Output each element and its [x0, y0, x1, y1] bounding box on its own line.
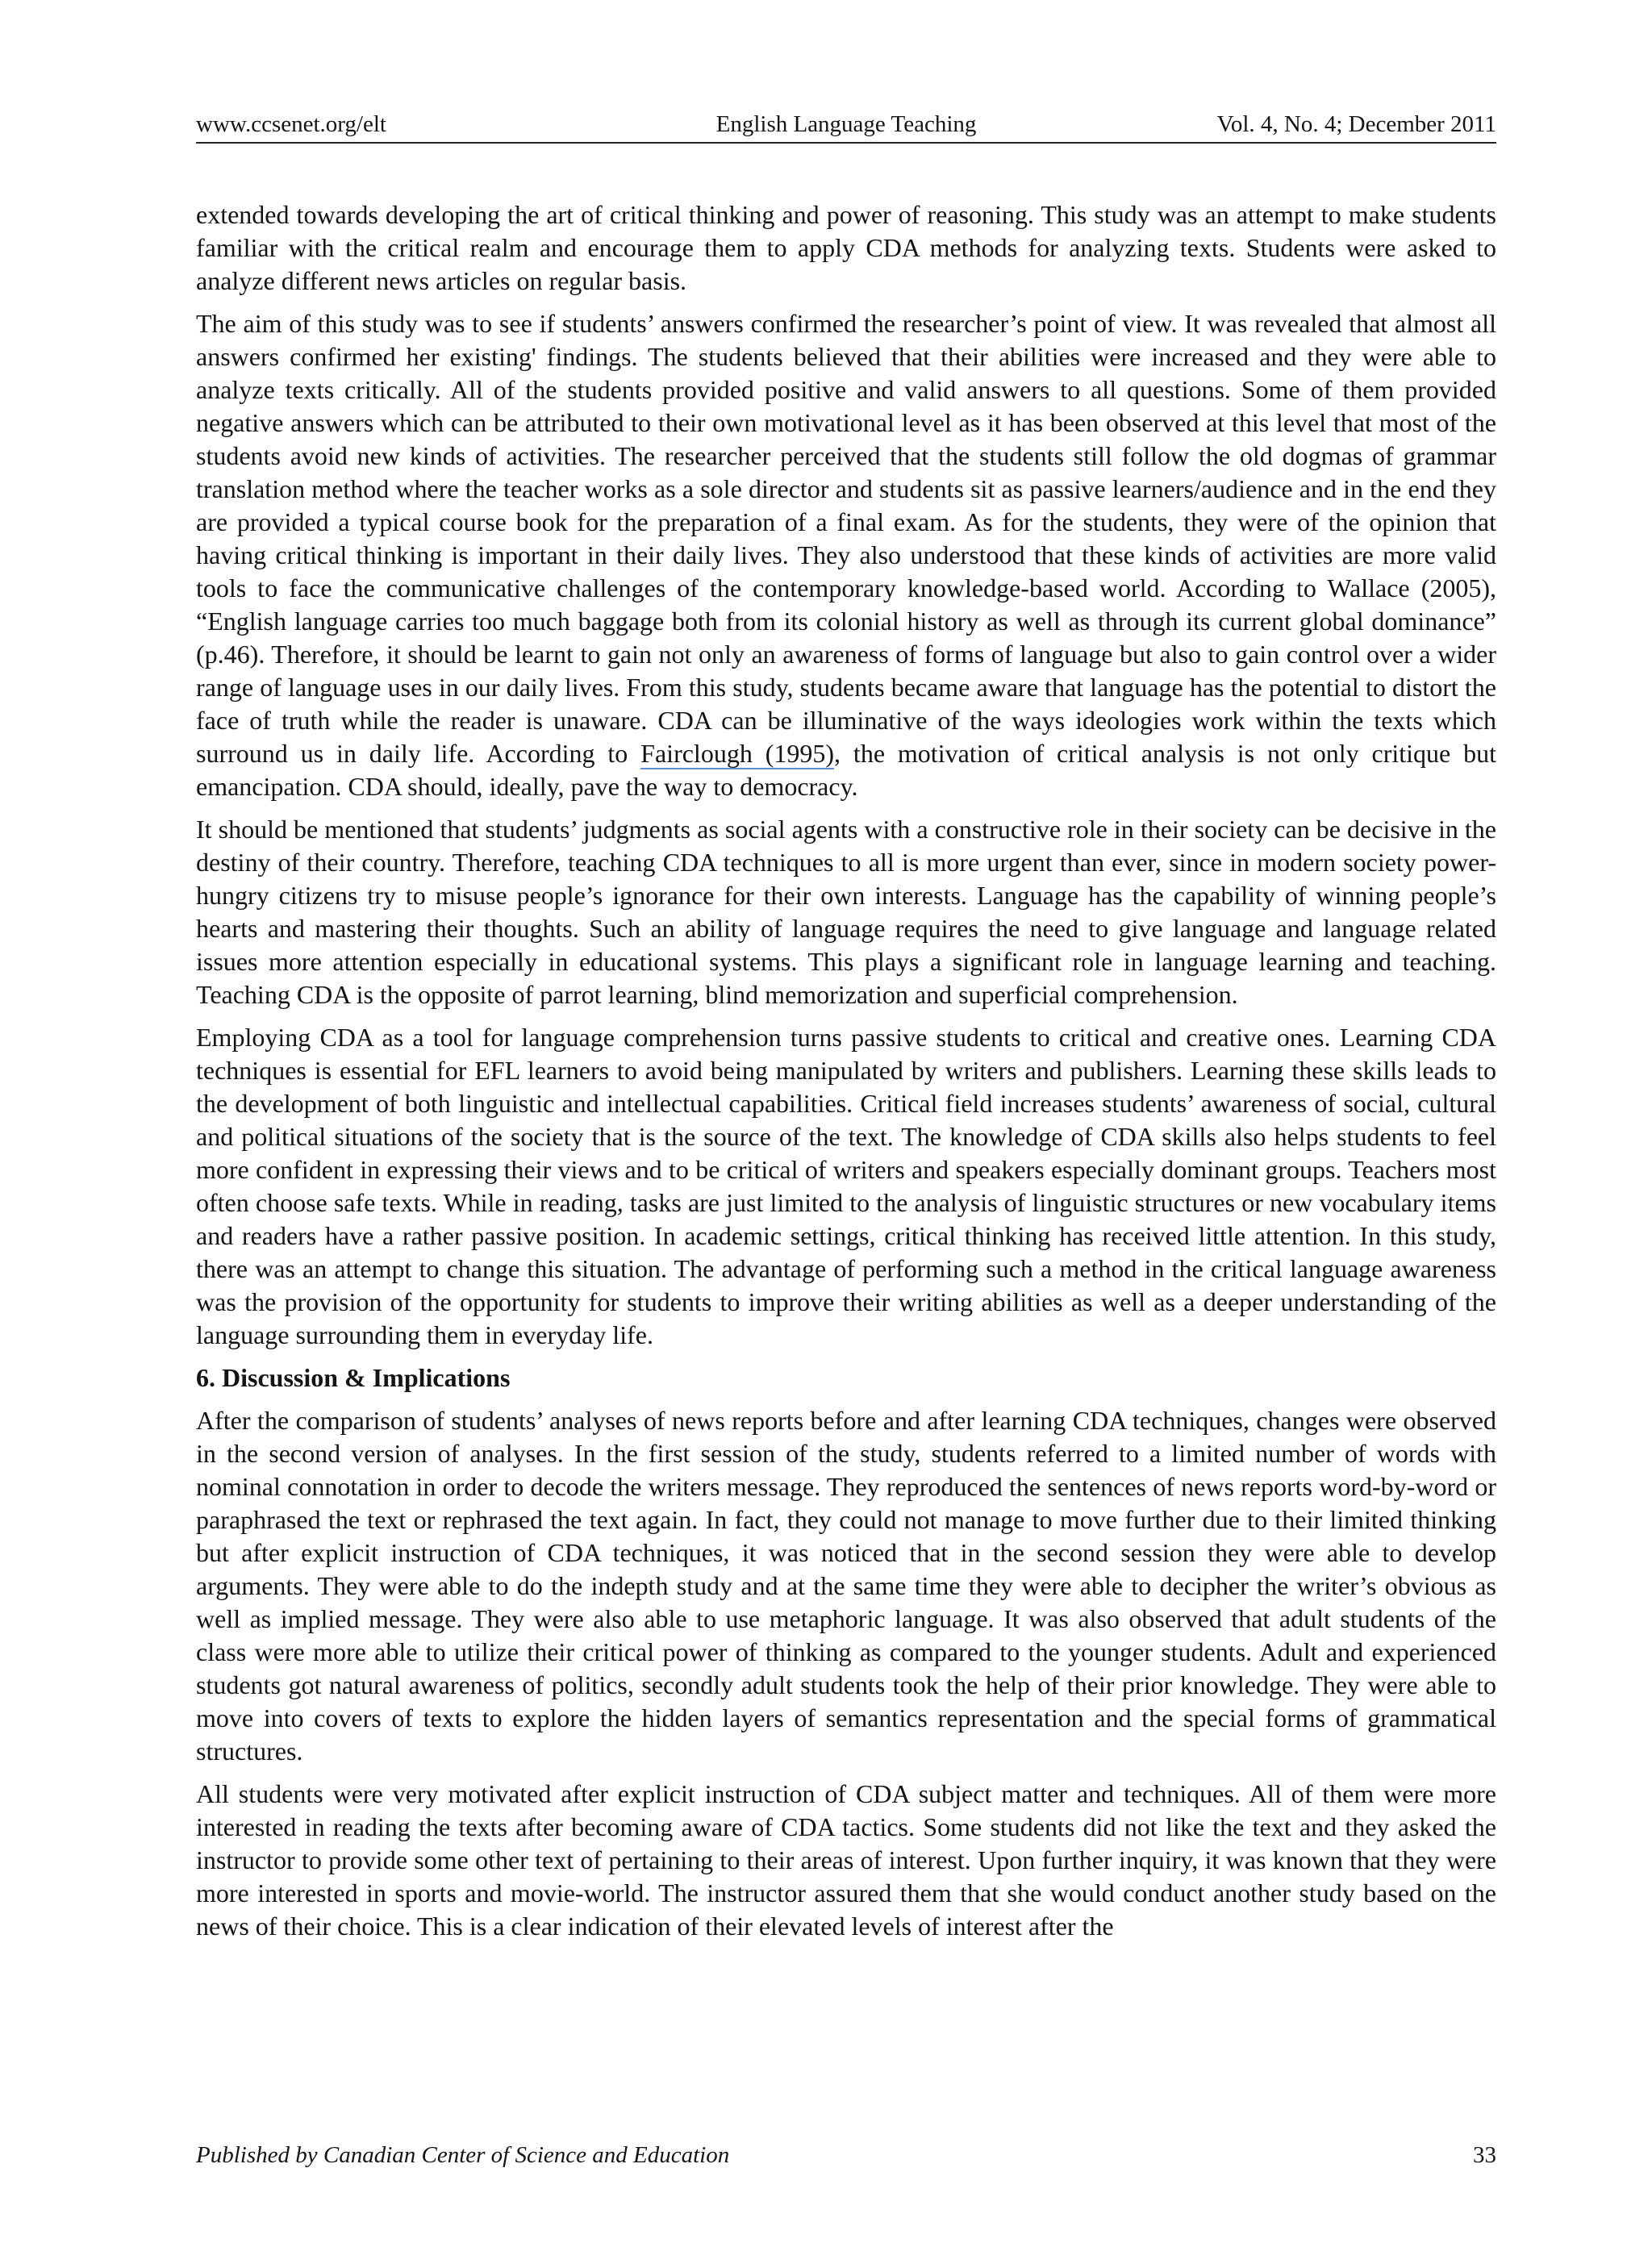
- volume-issue: Vol. 4, No. 4; December 2011: [1216, 111, 1496, 137]
- paragraph-3: It should be mentioned that students’ judgments as social agents with a constructive role in their society can be decisive in the destiny of their country. Therefore, teaching CDA techniques to all is more urgent than ever, since in modern society power-hungry citizens try to misuse people’s ignorance for their own interests. Language has the capability of winning people’s hearts and mastering their thoughts. Such an ability of language requires the need to give language and language related issues more attention especially in educational systems. This plays a significant role in language learning and teaching. Teaching CDA is the opposite of parrot learning, blind memorization and superficial comprehension.: [196, 815, 1496, 1009]
- running-footer: [196, 2137, 1496, 2173]
- journal-title: English Language Teaching: [715, 111, 977, 137]
- paragraph-2-text-b: , the motivation of critical analysis is not only critique but emancipation. CDA should, ideally, pave the way to democracy.: [196, 739, 1497, 801]
- article-body: [196, 198, 1496, 1953]
- paragraph-4: Employing CDA as a tool for language comprehension turns passive students to critical and creative ones. Learning CDA techniques is essential for EFL learners to avoid being manipulated by writers and publishers. Learning these skills leads to the development of both linguistic and intellectual capabilities. Critical field increases students’ awareness of social, cultural and political situations of the society that is the source of the text. The knowledge of CDA skills also helps students to feel more confident in expressing their views and to be critical of writers and speakers especially dominant groups. Teachers most often choose safe texts. While in reading, tasks are just limited to the analysis of linguistic structures or new vocabulary items and readers have a rather passive position. In academic settings, critical thinking has received little attention. In this study, there was an attempt to change this situation. The advantage of performing such a method in the critical language awareness was the provision of the opportunity for students to improve their writing abilities as well as a deeper understanding of the language surrounding them in everyday life.: [196, 1023, 1496, 1349]
- publisher-line: Published by Canadian Center of Science and Education: [196, 2142, 730, 2168]
- paragraph-5: After the comparison of students’ analyses of news reports before and after learning CDA techniques, changes were observed in the second version of analyses. In the first session of the study, students referred to a limited number of words with nominal connotation in order to decode the writers message. They reproduced the sentences of news reports word-by-word or paraphrased the text or rephrased the text again. In fact, they could not manage to move further due to their limited thinking but after explicit instruction of CDA techniques, it was noticed that in the second session they were able to develop arguments. They were able to do the indepth study and at the same time they were able to decipher the writer’s obvious as well as implied message. They were also able to use metaphoric language. It was also observed that adult students of the class were more able to utilize their critical power of thinking as compared to the younger students. Adult and experienced students got natural awareness of politics, secondly adult students took the help of their prior knowledge. They were able to move into covers of texts to explore the hidden layers of semantics representation and the special forms of grammatical structures.: [196, 1406, 1496, 1766]
- journal-website: www.ccsenet.org/elt: [196, 111, 386, 137]
- paragraph-2: [196, 307, 1496, 803]
- section-heading: 6. Discussion & Implications: [196, 1363, 511, 1392]
- page-number: 33: [1473, 2142, 1496, 2168]
- running-header: [196, 106, 1496, 144]
- citation-link-fairclough[interactable]: Fairclough (1995): [640, 739, 835, 768]
- paragraph-1: extended towards developing the art of critical thinking and power of reasoning. This study was an attempt to make students familiar with the critical realm and encourage them to apply CDA methods for analyzing texts. Students were asked to analyze different news articles on regular basis.: [196, 200, 1496, 295]
- paragraph-6: All students were very motivated after explicit instruction of CDA subject matter and techniques. All of them were more interested in reading the texts after becoming aware of CDA tactics. Some students did not like the text and they asked the instructor to provide some other text of pertaining to their areas of interest. Upon further inquiry, it was known that they were more interested in sports and movie-world. The instructor assured them that she would conduct another study based on the news of their choice. This is a clear indication of their elevated levels of interest after the: [196, 1779, 1496, 1941]
- paragraph-2-text-a: The aim of this study was to see if students’ answers confirmed the researcher’s point of view. It was revealed that almost all answers confirmed her existing' findings. The students believed that their abilities were increased and they were able to analyze texts critically. All of the students provided positive and valid answers to all questions. Some of them provided negative answers which can be attributed to their own motivational level as it has been observed at this level that most of the students avoid new kinds of activities. The researcher perceived that the students still follow the old dogmas of grammar translation method where the teacher works as a sole director and students sit as passive learners/audience and in the end they are provided a typical course book for the preparation of a final exam. As for the students, they were of the opinion that having critical thinking is important in their daily lives. They also understood that these kinds of activities are more valid tools to face the communicative challenges of the contemporary knowledge-based world. According to Wallace (2005), “English language carries too much baggage both from its colonial history as well as through its current global dominance” (p.46). Therefore, it should be learnt to gain not only an awareness of forms of language but also to gain control over a wider range of language uses in our daily lives. From this study, students became aware that language has the potential to distort the face of truth while the reader is unaware. CDA can be illuminative of the ways ideologies work within the texts which surround us in daily life. According to: [196, 309, 1496, 768]
